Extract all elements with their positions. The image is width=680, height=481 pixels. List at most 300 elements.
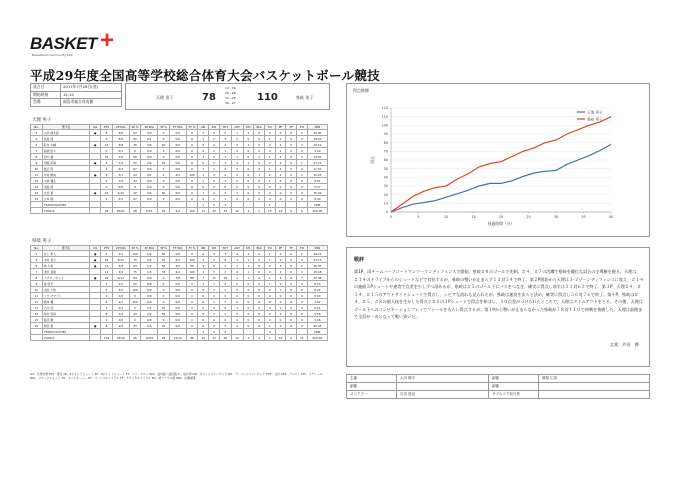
table-cell: ● [90,172,101,178]
table-cell: 7 [219,263,231,269]
table-cell: 0/0 [141,196,158,202]
table-cell: 1 [209,160,220,166]
table-cell: 1/3 [112,178,129,184]
table-cell: 56 [129,154,141,160]
table-cell: 0 [209,178,220,184]
page-title: 平成29年度全国高等学校総合体育大会バスケットボール競技 [30,68,380,83]
table-cell: 27:22 [307,160,327,166]
table-cell: 6 [297,208,308,214]
table-cell: 0 [286,154,297,160]
table-cell: 0 [286,196,297,202]
table-cell: 1 [209,299,220,305]
table-cell: 0 [186,317,198,323]
table-cell: 7 [297,275,308,281]
table-cell: 8:01 [307,178,327,184]
column-header: FT % [186,246,198,251]
table-cell: 0 [275,130,286,136]
table-cell: 29/61 [112,208,129,214]
table-cell: 6:21 [307,305,327,311]
table-cell: 32:36 [307,275,327,281]
column-header: 3P % [158,125,170,130]
column-header: FD [297,246,308,251]
table-cell: 6 [219,257,231,263]
table-cell: 0 [243,317,254,323]
table-cell: 山本 樹 [42,196,90,202]
table-cell: 0 [186,148,198,154]
table-cell: 3 [231,142,243,148]
table-cell: 100 [129,287,141,293]
table-cell: 0 [254,293,265,299]
table-cell: 9 [31,160,43,166]
table-cell: 0 [297,281,308,287]
table-cell: 1 [254,154,265,160]
table-cell: 森 航平 [42,281,90,287]
table-cell: 11 [31,293,43,299]
table-cell: 8:30 [307,196,327,202]
table-cell: 15:18 [307,269,327,275]
table-cell: 0 [198,317,209,323]
table-cell: 69 [129,275,141,281]
table-cell: 11:31 [307,166,327,172]
table-cell: 0/0 [141,130,158,136]
table-cell: 1 [198,136,209,142]
table-cell: 0 [243,148,254,154]
table-cell: 4 [231,160,243,166]
table-cell: 0 [297,305,308,311]
table-cell: 0 [286,293,297,299]
table-cell: 63 [129,263,141,269]
table-cell: 5:56 [307,311,327,317]
table-cell: 12 [231,208,243,214]
table-cell: 1 [198,190,209,196]
table-cell: 6:42 [307,287,327,293]
table-cell: 1 [198,172,209,178]
y-tick-label: 10 [383,201,388,206]
table-cell: 3/8 [112,142,129,148]
table-cell: 5/12 [112,190,129,196]
table-cell: 0 [186,299,198,305]
table-cell: 0/0 [141,281,158,287]
x-tick-label: 15 [471,215,476,219]
table-cell: 1/4 [112,160,129,166]
table-cell: 0 [158,130,170,136]
table-cell: 0 [297,136,308,142]
table-cell: 2/2 [112,287,129,293]
table-cell: 0 [254,305,265,311]
y-tick-label: 0 [385,210,388,215]
table-cell: 2 [275,172,286,178]
table-cell: 2 [198,263,209,269]
chart-title: 得点推移 [353,88,369,93]
table-cell: 0 [254,160,265,166]
y-tick-label: 120 [381,106,388,111]
table-cell: 2 [209,323,220,329]
table-cell: 吉田 蒼 [42,190,90,196]
column-header: GS [90,246,101,251]
official-label: 副審 [489,383,539,391]
table-cell: 4 [254,335,265,341]
table-cell: 0 [297,196,308,202]
table-cell: 67 [129,166,141,172]
table-cell: 45 [158,335,170,341]
table-cell: 2 [209,329,220,335]
table-cell: 9/13 [112,275,129,281]
officials-row [347,383,650,391]
table-cell: 1 [231,263,243,269]
table-cell: 0 [243,190,254,196]
table-cell: 0 [286,172,297,178]
table-cell: 0 [186,154,198,160]
column-header: FT M/A [169,125,186,130]
table-cell: 0 [186,166,198,172]
table-cell: 100 [186,269,198,275]
table-cell: 岡田 翼 [42,323,90,329]
away-score: 110 [257,92,278,103]
table-cell: 鈴木 大輔 [42,142,90,148]
table-cell: ● [90,257,101,263]
table-cell: 1 [275,136,286,142]
quarter-1-score: 13 - 30 [225,86,236,90]
table-cell: 1/3 [141,269,158,275]
table-cell: 4/6 [112,130,129,136]
table-cell: 5 [219,130,231,136]
table-cell: 100 [129,299,141,305]
officials-row [347,391,650,399]
table-cell: 2/2 [169,172,186,178]
table-cell: 67 [129,196,141,202]
table-cell: 0 [286,184,297,190]
table-cell: 48 [219,335,231,341]
table-cell: 1 [231,154,243,160]
official-value: 増尾 広美 [539,375,650,383]
table-cell: 1/1 [112,251,129,257]
table-cell: ● [90,130,101,136]
table-cell: 0 [264,311,275,317]
table-cell: 1 [297,263,308,269]
table-cell: 1/2 [141,263,158,269]
table-cell: 0 [286,317,297,323]
table-cell: 15 [198,335,209,341]
y-tick-label: 40 [383,175,388,180]
table-cell: アダマ ンジャイ [42,275,90,281]
table-cell: 4 [219,172,231,178]
table-cell: 10 [31,287,43,293]
info-value: 11:10 [61,91,122,99]
table-cell: ● [90,251,101,257]
table-cell: 12 [31,178,43,184]
official-value [539,383,650,391]
table-cell: 0 [158,287,170,293]
y-tick-label: 110 [381,114,388,119]
table-cell: 5/9 [112,154,129,160]
table-cell: 0 [243,293,254,299]
table-cell: 2 [219,142,231,148]
table-cell: 0 [264,196,275,202]
official-value [539,391,650,399]
table-cell: 6 [31,142,43,148]
table-cell: 8 [31,275,43,281]
table-cell: 0 [297,311,308,317]
table-cell: 0:07 [307,184,327,190]
table-cell: 0 [286,263,297,269]
table-cell: 38 [129,142,141,148]
table-cell: 0/0 [141,184,158,190]
series-line-1 [391,117,611,212]
table-cell: ● [90,263,101,269]
table-cell: 0 [275,190,286,196]
table-cell: 1 [243,257,254,263]
table-cell: 0 [231,148,243,154]
table-cell: 2 [209,269,220,275]
table-cell: 1 [198,269,209,275]
table-cell: 11 [101,269,113,275]
table-cell: 200:00 [307,335,327,341]
table-cell: 0 [297,184,308,190]
table-cell: ● [90,160,101,166]
table-cell: 0 [209,184,220,190]
table-cell: TOTALS [42,335,90,341]
quarter-2-score: 20 - 28 [225,91,236,95]
column-header: No. [31,246,43,251]
table-cell: 26 [101,257,113,263]
table-cell: TOTALS [42,208,90,214]
info-row-venue [31,99,122,107]
table-cell: 0/0 [141,287,158,293]
table-cell: 8 [101,311,113,317]
table-cell: ● [90,142,101,148]
table-cell: 50 [158,251,170,257]
table-cell: 88 [186,275,198,281]
table-cell: 井上 隼人 [42,251,90,257]
table-cell: 0 [186,251,198,257]
table-cell: 0 [243,172,254,178]
table-cell: 0 [231,281,243,287]
table-cell: 2 [264,190,275,196]
table-cell: 3 [275,263,286,269]
table-cell: 1/3 [112,323,129,329]
table-cell: 2 [219,281,231,287]
table-cell: 0 [286,136,297,142]
table-cell: 0 [186,130,198,136]
table-cell: 2 [231,136,243,142]
info-value: 2017年7月28日(金) [61,84,122,92]
table-cell: 1 [275,166,286,172]
table-cell: 1 [198,166,209,172]
table-cell: 33:15 [307,257,327,263]
table-cell: 0 [219,317,231,323]
column-header: GS [90,125,101,130]
team1-label: 天理 男子 [32,118,52,123]
x-tick-label: 40 [608,215,614,219]
x-axis-label: 経過時間（分） [487,221,515,226]
table-cell: 10/22 [141,335,158,341]
home-team-name: 天理 男子 [156,95,174,100]
table-cell: 29:10 [307,142,327,148]
table-cell: 0/0 [169,323,186,329]
official-label: サブスコア担当者 [489,391,539,399]
table-cell: 藤田 隆 [42,317,90,323]
table-cell: 2/2 [169,257,186,263]
table-cell: 10 [231,335,243,341]
table-cell: 0 [264,305,275,311]
column-header: DR [209,125,220,130]
table-cell: 7 [264,335,275,341]
table-cell: 0 [243,305,254,311]
table-cell: 1 [219,178,231,184]
table-cell: 0 [286,251,297,257]
table-cell: 1 [264,257,275,263]
table-cell: 0/0 [169,154,186,160]
table-cell: 0 [186,184,198,190]
table-cell: 33 [129,311,141,317]
table-cell: 0 [231,166,243,172]
table-cell: 0 [158,184,170,190]
table-cell: 1 [209,287,220,293]
table-cell: 0/0 [169,299,186,305]
table-cell: 0 [158,178,170,184]
y-tick-label: 50 [383,166,388,171]
table-cell: 30:23 [307,172,327,178]
table-cell: 0 [254,251,265,257]
table-cell: 0 [264,299,275,305]
table-cell: 0 [254,299,265,305]
table-cell: 0 [286,160,297,166]
column-header: BLK [254,125,265,130]
table-cell: 33 [219,208,231,214]
table-cell: 50 [158,160,170,166]
column-header: PTS [101,125,113,130]
table-cell: 1 [297,172,308,178]
column-header: AST [231,125,243,130]
table-cell: 4 [231,251,243,257]
table-cell: 0 [254,178,265,184]
table-cell: 3 [101,305,113,311]
table-cell: 0/1 [141,172,158,178]
table-cell: 25 [129,160,141,166]
abbreviation-legend: GS：先発出場 PTS：得点 2P：2ポイントシュート 3P：3ポイントシュート FT：フリースロー M/A：成功数／試投数 %：成功率 OR：オフェンスリバウンド DR：ディフェンスリバウンド TOT：合計 AST：アシスト STL：スティール BLK：ブロックショット TO：ターンオーバー PF：パーソナルファウル TF：テクニカルファウル FD：被ファウル数 MIN：出場時間 [30,372,323,381]
table-cell: 86 [186,335,198,341]
table-cell: 1 [264,154,275,160]
table-cell: 7/8 [169,275,186,281]
table-cell: 43 [129,172,141,178]
table-cell: 4 [101,166,113,172]
table-cell: 0 [198,196,209,202]
y-tick-label: 100 [381,123,388,128]
table-cell: 1 [231,275,243,281]
column-header: AST [231,246,243,251]
table-cell: 2 [275,323,286,329]
table-cell: 33 [209,335,220,341]
table-cell: 0 [254,136,265,142]
score-progress-chart [346,83,650,237]
table-cell: 2 [219,323,231,329]
table-cell: 1 [231,257,243,263]
table-cell: 13 [31,184,43,190]
table-cell: 渡辺 陸 [42,166,90,172]
table-cell: 0 [286,130,297,136]
table-cell: 8 [101,130,113,136]
table-cell: 0 [198,160,209,166]
logo-plus: + [100,27,115,54]
column-header: TF [286,246,297,251]
table-cell: 0/0 [169,293,186,299]
table-cell: 6/15 [141,208,158,214]
table-cell: 1 [243,251,254,257]
table-cell: 12/14 [169,335,186,341]
basket-plus-logo [30,27,120,57]
table-cell: 0 [198,293,209,299]
table-cell: 1 [231,305,243,311]
table-cell: 0 [186,311,198,317]
table-cell: 1 [209,196,220,202]
table-cell: 0 [231,299,243,305]
table-cell: 0 [101,317,113,323]
column-header: 選手名 [42,246,90,251]
table-cell: 0/0 [169,311,186,317]
table-cell: 0/0 [141,154,158,160]
series-line-0 [391,144,611,212]
logo-brand: BASKET [30,34,97,53]
table-cell: ソウ ママドゥ [42,293,90,299]
table-cell: 0 [198,251,209,257]
table-cell: 0/0 [169,281,186,287]
table-cell: 1 [264,251,275,257]
table-cell: 2/3 [112,196,129,202]
table-cell: 4 [219,329,231,335]
table-cell: 0 [219,293,231,299]
table-cell: 3/5 [112,136,129,142]
table-cell: 2 [264,142,275,148]
column-header: FD [297,125,308,130]
x-tick-label: 35 [581,215,586,219]
table-cell: 0 [158,275,170,281]
table-cell: 0 [254,281,265,287]
table-cell: 0 [158,166,170,172]
x-tick-label: 30 [553,215,559,219]
table-cell: 12 [275,208,286,214]
table-cell: 0/0 [169,136,186,142]
table-cell: 1/3 [112,311,129,317]
table-cell: 0 [275,299,286,305]
table-cell: 0/0 [169,317,186,323]
table-cell: 33/50 [112,335,129,341]
table-cell: 0 [231,287,243,293]
table-cell: 0 [158,154,170,160]
table-cell: 0/0 [141,299,158,305]
column-header: TOT [219,125,231,130]
column-header: 3P M/A [141,125,158,130]
table-cell: 加藤 湊 [42,184,90,190]
column-header: DR [209,246,220,251]
table-cell: 0 [198,323,209,329]
table-cell: 0/0 [169,166,186,172]
info-label: 開始時刻 [31,91,61,99]
table-cell: 0/0 [169,251,186,257]
table-cell: 24:07 [307,154,327,160]
table-cell: 1 [209,281,220,287]
table-cell: 9/12 [112,257,129,263]
table-cell: 1 [219,299,231,305]
table-cell: 0 [243,184,254,190]
table-cell: 1 [231,190,243,196]
table-cell: 3:02 [307,299,327,305]
table-cell: 0 [297,317,308,323]
table-cell: 100 [186,208,198,214]
table-cell: 1 [198,178,209,184]
table-cell: 1 [243,160,254,166]
table-cell: 13 [31,305,43,311]
y-tick-label: 90 [383,132,388,137]
